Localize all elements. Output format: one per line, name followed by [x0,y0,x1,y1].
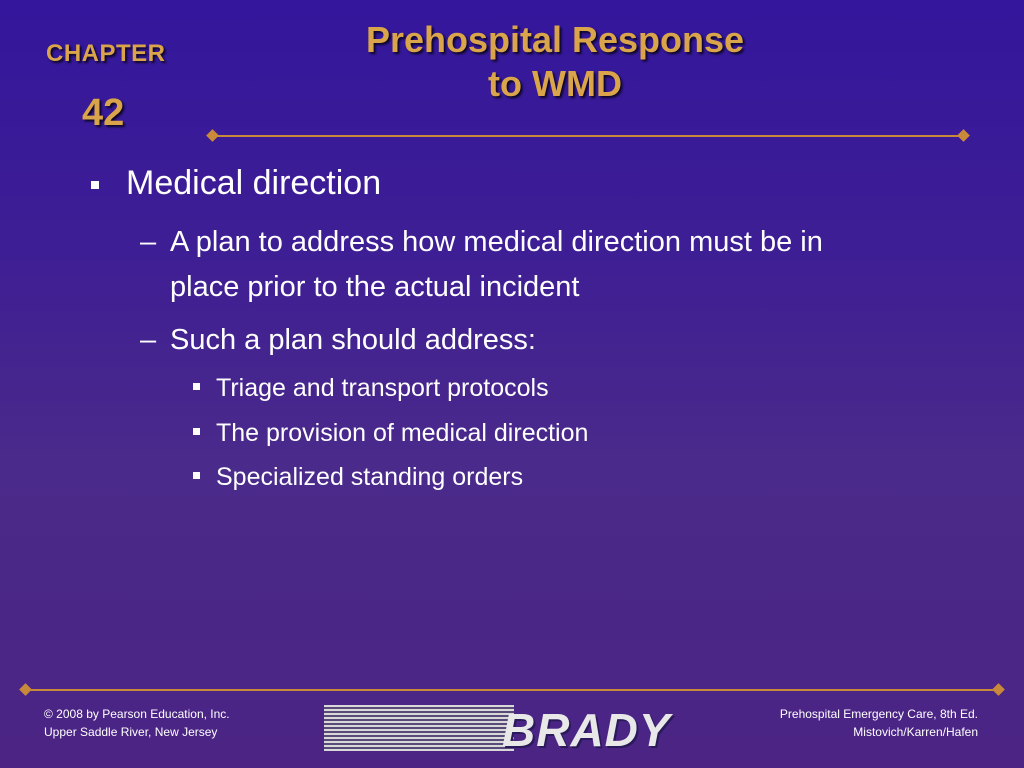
sub-bullet-such-plan: Such a plan should address: [170,324,536,356]
slide-title [290,18,820,106]
bullet-medical-direction: Medical direction [126,164,382,202]
sub-bullet-plan [170,220,823,310]
bullet-square-icon [193,383,200,390]
list-item: Specialized standing orders [216,463,524,491]
slide-title-line2: to WMD [488,63,622,104]
logo-stripes [324,705,514,751]
footer-copyright-line2: Upper Saddle River, New Jersey [44,725,218,739]
top-rule [214,135,964,137]
footer-book-title: Prehospital Emergency Care, 8th Ed. [779,707,978,721]
bottom-rule [27,689,999,691]
chapter-label: CHAPTER [46,40,166,67]
bottom-rule-right-diamond [992,683,1005,696]
dash-marker: – [140,324,157,356]
bullet-square-icon [193,472,200,479]
bullet-square-icon [91,181,99,189]
bullet-square-icon [193,428,200,435]
slide-title-line1: Prehospital Response [365,19,745,60]
sub-bullet-plan-line1: A plan to address how medical direction must be in [170,226,823,258]
footer-copyright-line1: © 2008 by Pearson Education, Inc. [44,707,230,721]
logo-text: BRADY [502,704,671,756]
sub-bullet-plan-line2: place prior to the actual incident [170,271,580,303]
footer-authors: Mistovich/Karren/Hafen [853,725,978,739]
footer-book-info [780,705,978,741]
dash-marker: – [140,226,157,258]
list-item: Triage and transport protocols [216,374,549,402]
top-rule-right-diamond [957,129,970,142]
chapter-number: 42 [82,92,125,134]
brady-logo [324,704,700,756]
list-item: The provision of medical direction [216,419,589,447]
footer-copyright [44,705,230,741]
